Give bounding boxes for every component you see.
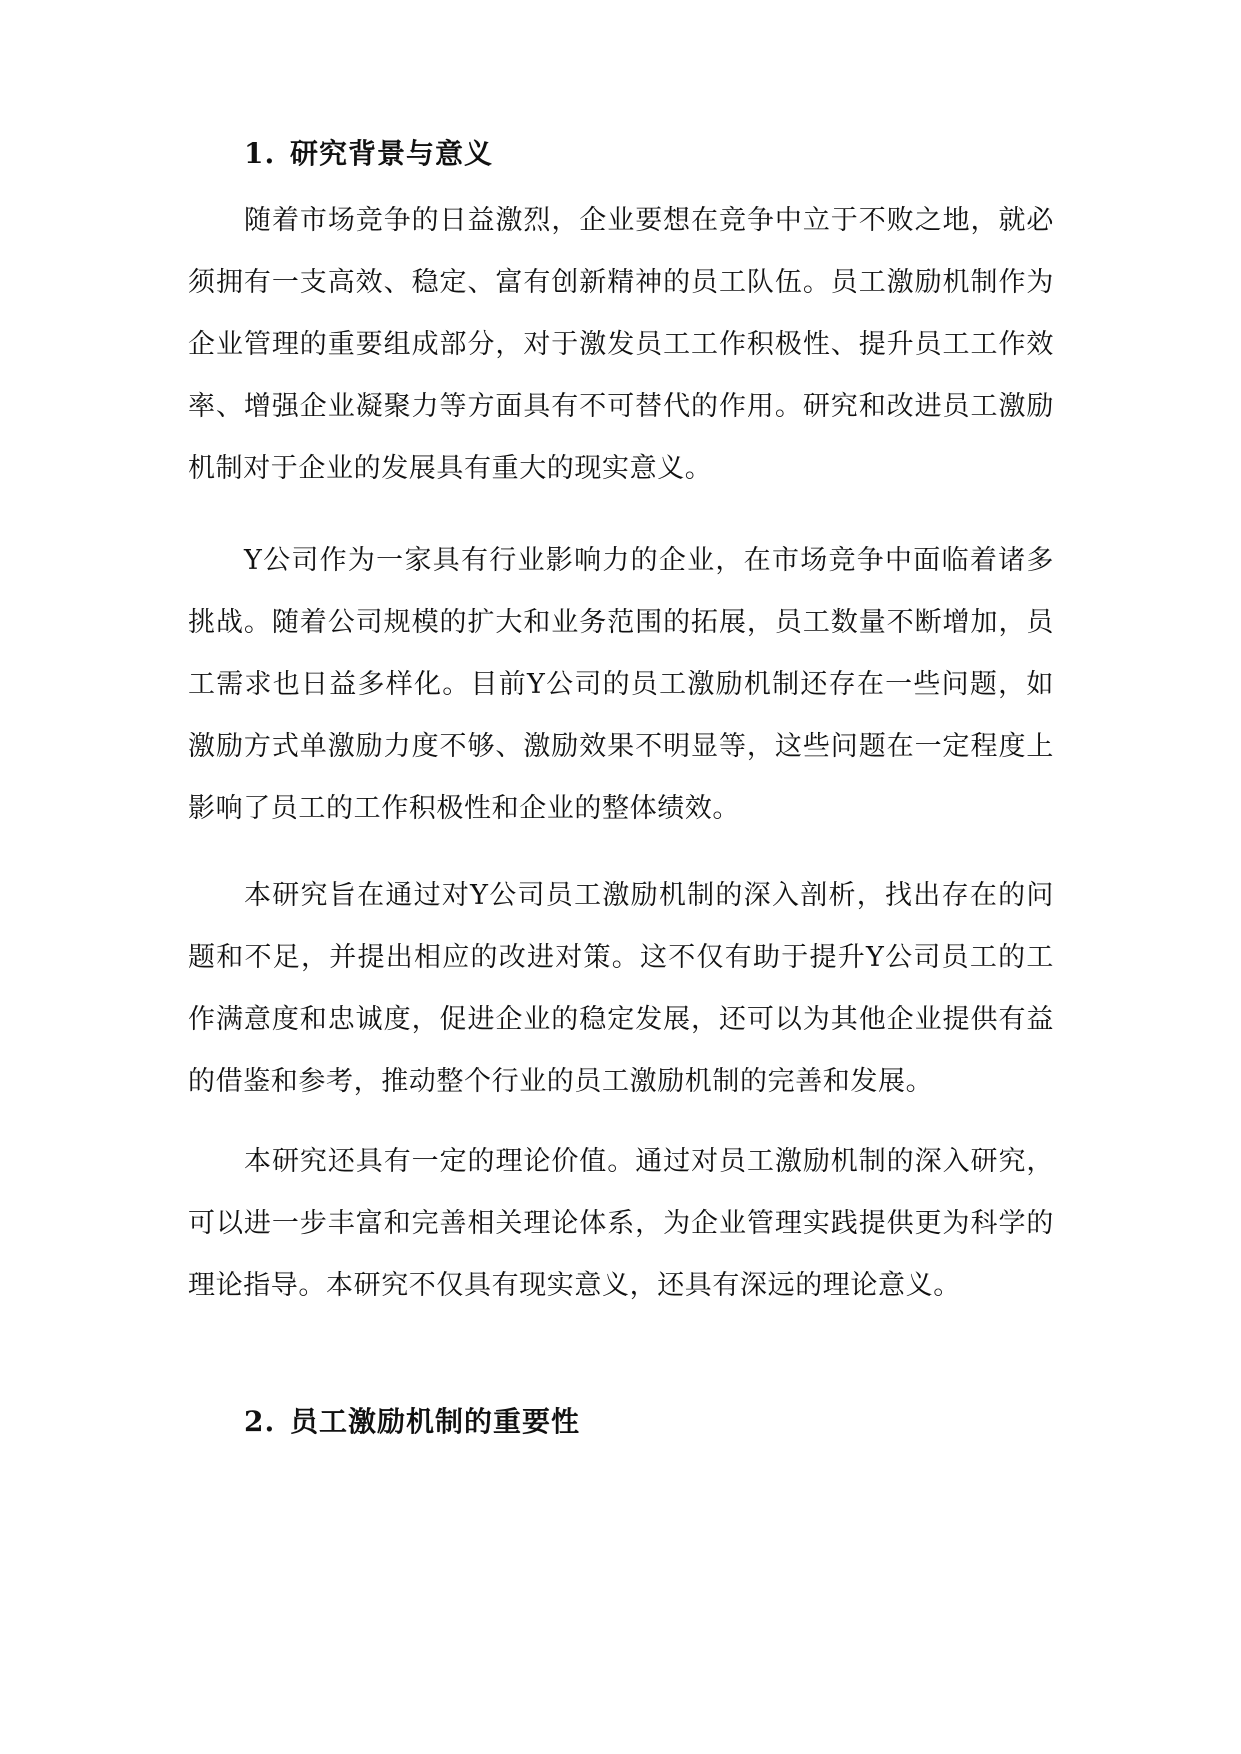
section-number: 2. xyxy=(244,1405,276,1438)
paragraph: 本研究旨在通过对Y公司员工激励机制的深入剖析，找出存在的问题和不足，并提出相应的改进对策。这不仅有助于提升Y公司员工的工作满意度和忠诚度，促进企业的稳定发展，还可以为其他企业提供有益的借鉴和参考，推动整个行业的员工激励机制的完善和发展。 xyxy=(188,880,1054,1097)
section-heading-1 xyxy=(244,134,493,174)
section-heading-2 xyxy=(244,1402,580,1442)
paragraph: 随着市场竞争的日益激烈，企业要想在竞争中立于不败之地，就必须拥有一支高效、稳定、富有创新精神的员工队伍。员工激励机制作为企业管理的重要组成部分，对于激发员工工作积极性、提升员工工作效率、增强企业凝聚力等方面具有不可替代的作用。研究和改进员工激励机制对于企业的发展具有重大的现实意义。 xyxy=(188,205,1054,484)
paragraph: Y公司作为一家具有行业影响力的企业，在市场竞争中面临着诸多挑战。随着公司规模的扩大和业务范围的拓展，员工数量不断增加，员工需求也日益多样化。目前Y公司的员工激励机制还存在一些问题，如激励方式单激励力度不够、激励效果不明显等，这些问题在一定程度上影响了员工的工作积极性和企业的整体绩效。 xyxy=(188,545,1054,824)
section-title: 员工激励机制的重要性 xyxy=(290,1405,581,1438)
section-title: 研究背景与意义 xyxy=(290,137,494,170)
section-number: 1. xyxy=(244,137,276,170)
paragraph: 本研究还具有一定的理论价值。通过对员工激励机制的深入研究，可以进一步丰富和完善相关理论体系，为企业管理实践提供更为科学的理论指导。本研究不仅具有现实意义，还具有深远的理论意义。 xyxy=(188,1146,1054,1301)
